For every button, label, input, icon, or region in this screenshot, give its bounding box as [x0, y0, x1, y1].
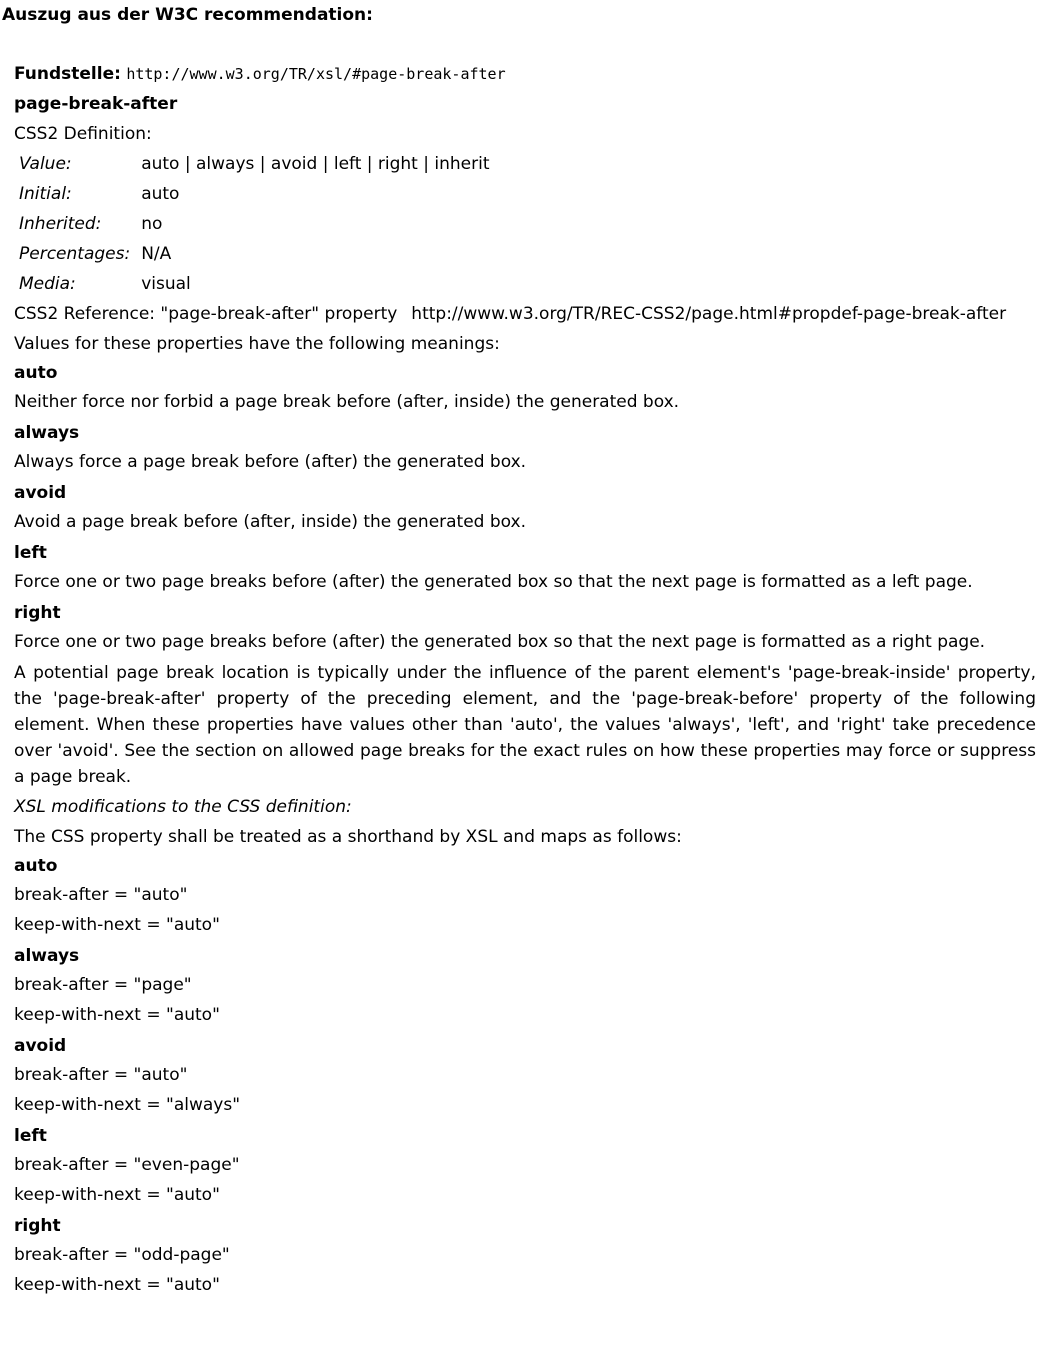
definition-value: auto | always | avoid | left | right | inherit — [141, 154, 490, 174]
definition-key: Media: — [19, 274, 76, 294]
definition-row — [16, 209, 495, 239]
definition-value: auto — [141, 184, 180, 204]
mapping-keep-with-next: keep-with-next = "always" — [14, 1095, 241, 1115]
mapping-break-after: break-after = "odd-page" — [14, 1245, 230, 1265]
meaning-item — [14, 419, 1036, 477]
definition-key: Initial: — [19, 184, 72, 204]
css2-reference-url[interactable]: http://www.w3.org/TR/REC-CSS2/page.html#propdef-page-break-after — [411, 304, 1007, 324]
css2-reference-text: CSS2 Reference: "page-break-after" property — [14, 304, 398, 324]
mapping-item — [14, 1122, 1036, 1210]
mapping-keep-with-next: keep-with-next = "auto" — [14, 915, 220, 935]
mapping-keep-with-next: keep-with-next = "auto" — [14, 1005, 220, 1025]
shorthand-intro: The CSS property shall be treated as a shorthand by XSL and maps as follows: — [14, 827, 682, 847]
fundstelle-url: http://www.w3.org/TR/xsl/#page-break-after — [126, 65, 506, 83]
meaning-desc: Force one or two page breaks before (after) the generated box so that the next page is formatted as a left page. — [14, 572, 973, 592]
meaning-term: right — [14, 603, 61, 623]
meaning-term: always — [14, 423, 80, 443]
definition-row — [16, 239, 495, 269]
mapping-item — [14, 852, 1036, 940]
mapping-item — [14, 1212, 1036, 1300]
definition-value: N/A — [141, 244, 172, 264]
mapping-term: auto — [14, 856, 58, 876]
definition-key: Value: — [19, 154, 72, 174]
meaning-desc: Neither force nor forbid a page break before (after, inside) the generated box. — [14, 392, 680, 412]
meaning-desc: Avoid a page break before (after, inside) the generated box. — [14, 512, 527, 532]
meanings-intro: Values for these properties have the following meanings: — [14, 334, 500, 354]
document-content — [14, 59, 1036, 1302]
definition-value: no — [141, 214, 163, 234]
meaning-term: auto — [14, 363, 58, 383]
meaning-term: avoid — [14, 483, 67, 503]
definition-key: Inherited: — [19, 214, 102, 234]
mapping-break-after: break-after = "auto" — [14, 1065, 188, 1085]
mapping-keep-with-next: keep-with-next = "auto" — [14, 1185, 220, 1205]
meaning-item — [14, 599, 1036, 657]
fundstelle-label: Fundstelle: — [14, 64, 121, 84]
definition-key: Percentages: — [19, 244, 131, 264]
definition-value: visual — [141, 274, 191, 294]
mapping-break-after: break-after = "even-page" — [14, 1155, 240, 1175]
document-header: Auszug aus der W3C recommendation: — [2, 5, 373, 25]
mapping-item — [14, 942, 1036, 1030]
definition-row — [16, 149, 495, 179]
definition-row — [16, 269, 495, 299]
meaning-item — [14, 539, 1036, 597]
definition-row — [16, 179, 495, 209]
mapping-break-after: break-after = "page" — [14, 975, 192, 995]
mapping-term: left — [14, 1126, 47, 1146]
mapping-term: always — [14, 946, 80, 966]
meaning-term: left — [14, 543, 47, 563]
mapping-term: right — [14, 1216, 61, 1236]
meaning-item — [14, 359, 1036, 417]
fundstelle-line — [14, 59, 1036, 89]
css2-reference-line — [14, 299, 1036, 329]
page-break-paragraph: A potential page break location is typically under the influence of the parent element's 'page-break-inside' property, the 'page-break-after' property of the preceding element, and the 'page-break-before' property of the following element. When these properties have values other than 'auto', the values 'always', 'left', and 'right' take precedence over 'avoid'. See the section on allowed page breaks for the exact rules on how these properties may force or suppress a page break. — [14, 663, 1036, 787]
xsl-modifications-label: XSL modifications to the CSS definition: — [14, 797, 352, 817]
meaning-item — [14, 479, 1036, 537]
property-name: page-break-after — [14, 94, 178, 114]
mapping-break-after: break-after = "auto" — [14, 885, 188, 905]
meaning-desc: Force one or two page breaks before (after) the generated box so that the next page is formatted as a right page. — [14, 632, 986, 652]
mapping-keep-with-next: keep-with-next = "auto" — [14, 1275, 220, 1295]
css2-definition-label: CSS2 Definition: — [14, 124, 152, 144]
mapping-term: avoid — [14, 1036, 67, 1056]
meaning-desc: Always force a page break before (after) the generated box. — [14, 452, 527, 472]
definition-table — [16, 149, 495, 299]
mapping-item — [14, 1032, 1036, 1120]
